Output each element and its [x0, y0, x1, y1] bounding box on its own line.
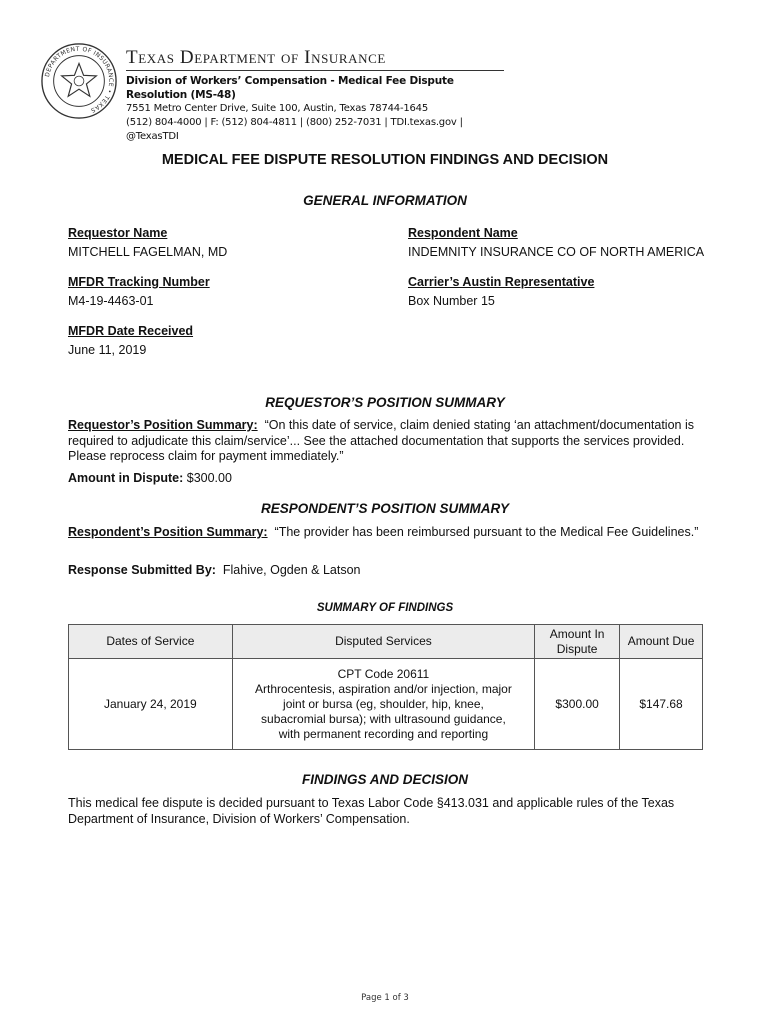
general-information-heading: GENERAL INFORMATION	[303, 193, 467, 208]
respondent-name-label: Respondent Name	[408, 226, 518, 240]
address-line: 7551 Metro Center Drive, Suite 100, Austin, Texas 78744-1645	[126, 103, 429, 114]
service-line: with permanent recording and reporting	[278, 726, 489, 741]
document-title: MEDICAL FEE DISPUTE RESOLUTION FINDINGS AND DECISION	[161, 152, 609, 168]
findings-table	[68, 624, 703, 750]
requestor-summary-label: Requestor’s Position Summary:	[68, 418, 258, 432]
amount-in-dispute-label: Amount in Dispute:	[68, 471, 184, 485]
amount-due-cell: $147.68	[620, 659, 703, 750]
carrier-rep-label: Carrier’s Austin Representative	[408, 275, 595, 289]
respondent-summary-text: “The provider has been reimbursed pursuant to the Medical Fee Guidelines.”	[274, 525, 699, 539]
letterhead-rule	[126, 70, 504, 71]
requestor-name-field	[68, 224, 227, 262]
date-of-service-cell: January 24, 2019	[69, 659, 233, 750]
requestor-name-value: MITCHELL FAGELMAN, MD	[68, 245, 228, 259]
respondent-name-field	[408, 224, 704, 262]
date-received-field	[68, 322, 193, 360]
table-row	[69, 659, 703, 750]
carrier-rep-value: Box Number 15	[408, 294, 495, 308]
letterhead	[126, 48, 516, 144]
amount-in-dispute-value: $300.00	[186, 471, 232, 485]
service-line: joint or bursa (eg, shoulder, hip, knee,	[283, 696, 484, 711]
submitted-by-value: Flahive, Ogden & Latson	[222, 563, 361, 577]
contact-line: (512) 804-4000 | F: (512) 804-4811 | (800) 252-7031 | TDI.texas.gov | @TexasTDI	[126, 117, 463, 142]
submitted-by-label: Response Submitted By:	[68, 563, 216, 577]
agency-name: Texas Department of Insurance	[126, 47, 386, 68]
tracking-number-field	[68, 273, 210, 311]
division-line: Division of Workers’ Compensation - Medical Fee Dispute Resolution (MS-48)	[126, 75, 454, 101]
respondent-position-summary	[68, 525, 708, 541]
column-header-services: Disputed Services	[232, 625, 534, 659]
service-line: CPT Code 20611	[337, 666, 430, 681]
page-number: Page 1 of 3	[361, 993, 409, 1003]
column-header-amount-in-dispute: Amount In Dispute	[535, 625, 620, 659]
amount-in-dispute-cell: $300.00	[535, 659, 620, 750]
tracking-number-value: M4-19-4463-01	[68, 294, 154, 308]
service-line: Arthrocentesis, aspiration and/or injection, major	[255, 681, 512, 696]
date-received-label: MFDR Date Received	[68, 324, 194, 338]
disputed-services-cell	[232, 659, 534, 750]
seal-text: DEPARTMENT OF INSURANCE • TEXAS	[44, 45, 115, 114]
response-submitted-by	[68, 563, 708, 579]
findings-header-row	[69, 625, 703, 659]
findings-and-decision-heading: FINDINGS AND DECISION	[301, 772, 468, 787]
column-header-dates: Dates of Service	[69, 625, 233, 659]
amount-in-dispute	[68, 471, 708, 487]
respondent-name-value: INDEMNITY INSURANCE CO OF NORTH AMERICA	[408, 245, 705, 259]
carrier-rep-field	[408, 273, 594, 311]
requestor-name-label: Requestor Name	[68, 226, 168, 240]
respondent-summary-label: Respondent’s Position Summary:	[68, 525, 268, 539]
requestor-summary-text: “On this date of service, claim denied stating ‘an attachment/documentation is required to adjudicate this claim/service’... See the attached documentation that supports the services provided. Please reprocess claim for payment immediately.”	[68, 418, 694, 463]
respondent-position-heading: RESPONDENT’S POSITION SUMMARY	[260, 501, 510, 516]
requestor-position-heading: REQUESTOR’S POSITION SUMMARY	[265, 395, 505, 410]
requestor-position-summary	[68, 418, 708, 465]
column-header-amount-due: Amount Due	[620, 625, 703, 659]
service-line: subacromial bursa); with ultrasound guidance,	[261, 711, 506, 726]
summary-of-findings-heading: SUMMARY OF FINDINGS	[316, 602, 454, 614]
date-received-value: June 11, 2019	[68, 343, 147, 357]
tdi-seal-logo	[40, 42, 118, 120]
decision-text: This medical fee dispute is decided pursuant to Texas Labor Code §413.031 and applicable rules of the Texas Department of Insurance, Division of Workers’ Compensation.	[68, 796, 675, 826]
tracking-number-label: MFDR Tracking Number	[68, 275, 210, 289]
